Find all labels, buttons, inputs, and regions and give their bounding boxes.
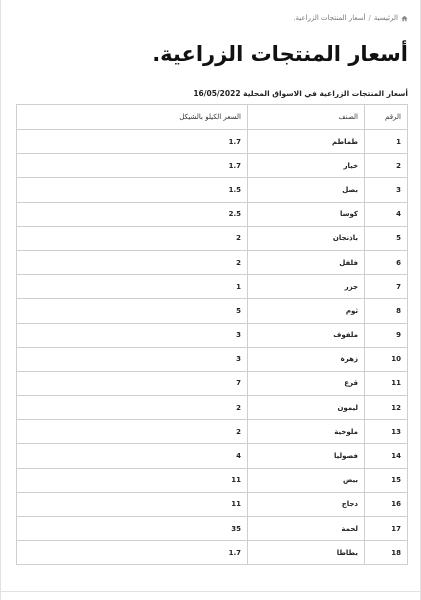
cell-price: 5 [17, 299, 248, 323]
cell-item: ثوم [248, 299, 365, 323]
home-icon[interactable] [401, 15, 408, 22]
cell-number: 10 [365, 347, 408, 371]
prices-table [16, 104, 408, 565]
table-row [17, 202, 408, 226]
cell-price: 11 [17, 492, 248, 516]
cell-number: 7 [365, 275, 408, 299]
page-bottom-divider [1, 591, 420, 592]
cell-item: كوسا [248, 202, 365, 226]
breadcrumb [293, 14, 408, 22]
table-row [17, 226, 408, 250]
cell-number: 3 [365, 178, 408, 202]
cell-item: زهرة [248, 347, 365, 371]
breadcrumb-separator: / [368, 14, 371, 22]
cell-item: طماطم [248, 130, 365, 154]
table-row [17, 444, 408, 468]
cell-item: ليمون [248, 396, 365, 420]
cell-price: 4 [17, 444, 248, 468]
cell-price: 7 [17, 371, 248, 395]
cell-item: قرع [248, 371, 365, 395]
cell-number: 14 [365, 444, 408, 468]
table-body [17, 130, 408, 565]
header-number: الرقم [365, 105, 408, 130]
cell-number: 12 [365, 396, 408, 420]
cell-number: 6 [365, 250, 408, 274]
table-row [17, 154, 408, 178]
cell-number: 18 [365, 541, 408, 565]
cell-item: جزر [248, 275, 365, 299]
cell-item: بيض [248, 468, 365, 492]
cell-price: 3 [17, 347, 248, 371]
cell-item: بصل [248, 178, 365, 202]
header-item: الصنف [248, 105, 365, 130]
table-row [17, 299, 408, 323]
cell-item: فصوليا [248, 444, 365, 468]
cell-price: 35 [17, 517, 248, 541]
cell-price: 1 [17, 275, 248, 299]
cell-number: 5 [365, 226, 408, 250]
cell-price: 3 [17, 323, 248, 347]
cell-price: 2 [17, 226, 248, 250]
cell-price: 2.5 [17, 202, 248, 226]
table-caption: أسعار المنتجات الزراعية في الاسواق المحلية 16/05/2022 [193, 89, 408, 98]
cell-price: 1.7 [17, 541, 248, 565]
table-row [17, 347, 408, 371]
table-header-row [17, 105, 408, 130]
table-row [17, 130, 408, 154]
cell-item: باذنجان [248, 226, 365, 250]
cell-number: 1 [365, 130, 408, 154]
cell-price: 1.7 [17, 154, 248, 178]
table-row [17, 396, 408, 420]
table-row [17, 517, 408, 541]
table-row [17, 250, 408, 274]
table-row [17, 371, 408, 395]
table-row [17, 492, 408, 516]
cell-item: بطاطا [248, 541, 365, 565]
cell-number: 16 [365, 492, 408, 516]
cell-price: 2 [17, 420, 248, 444]
table-row [17, 275, 408, 299]
breadcrumb-current: أسعار المنتجات الزراعية. [293, 14, 366, 22]
cell-item: ملوخية [248, 420, 365, 444]
cell-number: 13 [365, 420, 408, 444]
cell-number: 2 [365, 154, 408, 178]
cell-item: خيار [248, 154, 365, 178]
table-row [17, 541, 408, 565]
cell-item: ملفوف [248, 323, 365, 347]
cell-number: 15 [365, 468, 408, 492]
breadcrumb-home-link[interactable]: الرئيسية [373, 14, 398, 22]
cell-number: 4 [365, 202, 408, 226]
cell-price: 1.7 [17, 130, 248, 154]
cell-price: 11 [17, 468, 248, 492]
table-row [17, 468, 408, 492]
cell-number: 17 [365, 517, 408, 541]
cell-number: 11 [365, 371, 408, 395]
cell-number: 8 [365, 299, 408, 323]
cell-item: فلفل [248, 250, 365, 274]
cell-price: 2 [17, 396, 248, 420]
cell-price: 2 [17, 250, 248, 274]
cell-item: لحمة [248, 517, 365, 541]
header-price: السعر الكيلو بالشيكل [17, 105, 248, 130]
page-title: أسعار المنتجات الزراعية. [152, 42, 408, 66]
table-row [17, 420, 408, 444]
table-row [17, 323, 408, 347]
cell-number: 9 [365, 323, 408, 347]
table-row [17, 178, 408, 202]
cell-item: دجاج [248, 492, 365, 516]
cell-price: 1.5 [17, 178, 248, 202]
